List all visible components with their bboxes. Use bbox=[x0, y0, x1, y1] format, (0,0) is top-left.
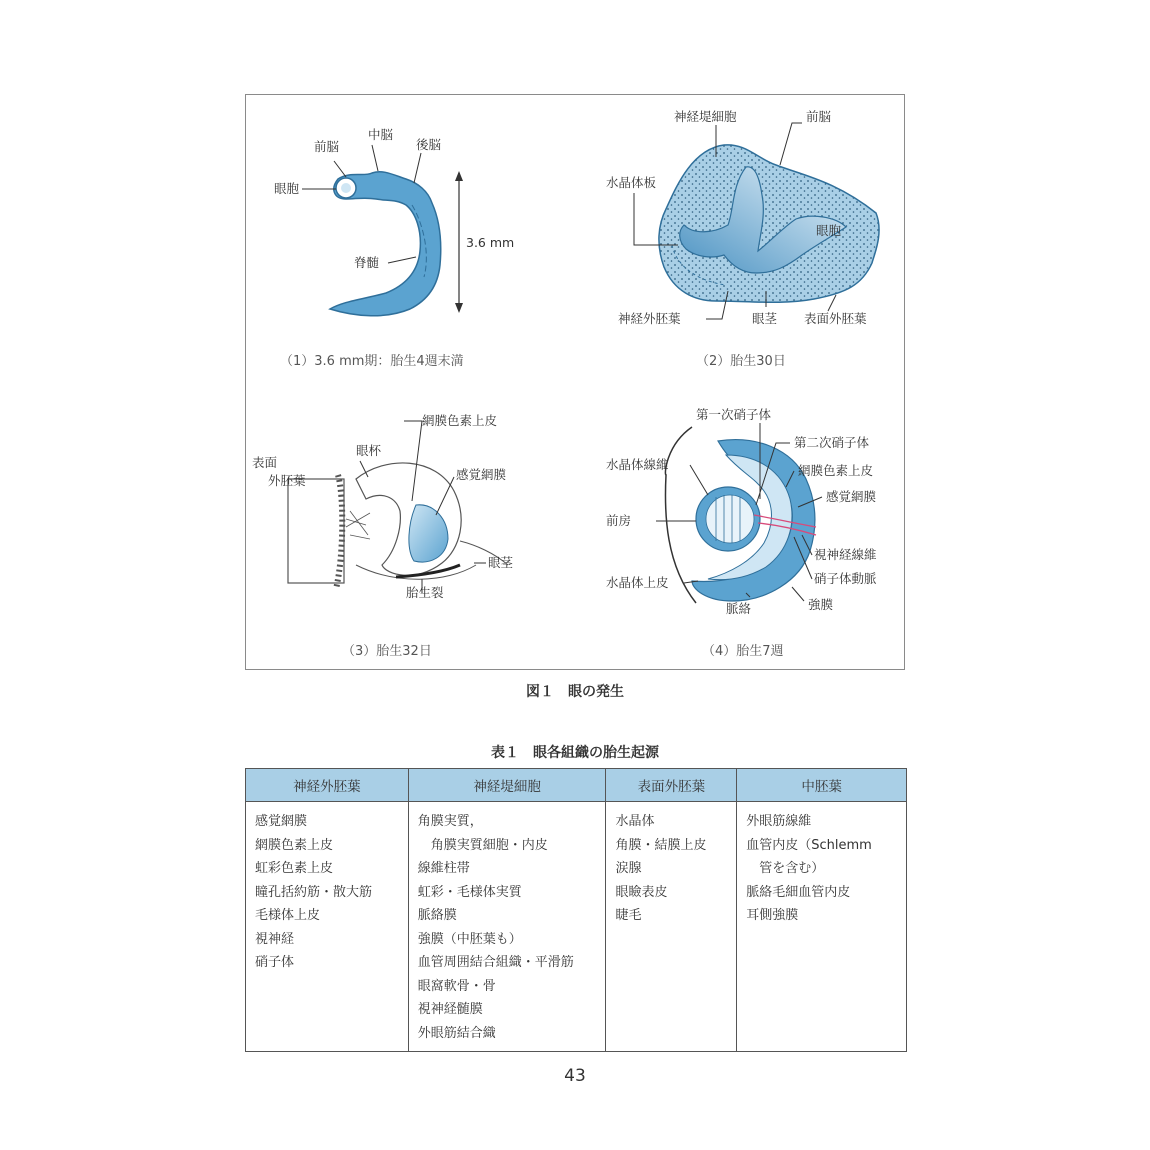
label-optic-vesicle: 眼胞 bbox=[274, 181, 300, 196]
label-primary-vitreous: 第一次硝子体 bbox=[696, 407, 772, 422]
label-neuroectoderm: 神経外胚葉 bbox=[618, 311, 681, 326]
list-item: 涙腺 bbox=[615, 861, 642, 876]
surface-ectoderm-block bbox=[288, 479, 344, 583]
label-anterior-chamber: 前房 bbox=[606, 513, 632, 528]
list-item: 角膜実質細胞・内皮 bbox=[417, 837, 548, 853]
list-item: 睫毛 bbox=[615, 908, 642, 923]
cell-mesoderm bbox=[737, 802, 907, 1052]
list-item: 網膜色素上皮 bbox=[255, 837, 334, 853]
label-neural-crest: 神経堤細胞 bbox=[674, 109, 737, 124]
label-optic-vesicle-2: 眼胞 bbox=[816, 223, 842, 238]
list-item: 線維柱帯 bbox=[417, 861, 470, 876]
label-sclera: 強膜 bbox=[808, 597, 834, 612]
list-item: 眼瞼表皮 bbox=[615, 884, 668, 900]
list-item: 血管周囲結合組織・平滑筋 bbox=[417, 955, 574, 970]
list-item: 脈絡膜 bbox=[417, 908, 457, 923]
list-item: 管を含む） bbox=[746, 861, 825, 876]
caption-panel-2: （2）胎生30日 bbox=[696, 354, 786, 369]
list-item: 強膜（中胚葉も） bbox=[417, 931, 522, 947]
label-lens-epithelium: 水晶体上皮 bbox=[606, 575, 669, 590]
label-optic-stalk-3: 眼茎 bbox=[488, 555, 514, 570]
table-row bbox=[246, 802, 907, 1052]
list-item: 血管内皮（Schlemm bbox=[746, 837, 872, 853]
label-sensory-retina: 感覚網膜 bbox=[456, 467, 507, 482]
header-surface-ectoderm: 表面外胚葉 bbox=[606, 769, 737, 802]
list-item: 脈絡毛細血管内皮 bbox=[746, 884, 851, 900]
label-surface-ectoderm: 表面外胚葉 bbox=[804, 311, 867, 326]
list-item: 感覚網膜 bbox=[255, 814, 308, 829]
eye-development-figure bbox=[246, 95, 906, 671]
label-choroid: 脈絡 bbox=[726, 601, 752, 616]
label-fissure: 胎生裂 bbox=[406, 585, 444, 600]
panel-embryo bbox=[274, 127, 514, 369]
list-item: 視神経髄膜 bbox=[417, 1002, 483, 1017]
list-item: 眼窩軟骨・骨 bbox=[417, 978, 496, 994]
list-item: 視神経 bbox=[255, 931, 295, 947]
list-item: 毛様体上皮 bbox=[255, 908, 321, 923]
label-secondary-vitreous: 第二次硝子体 bbox=[794, 435, 870, 450]
label-optic-nerve-fiber: 視神経線維 bbox=[814, 547, 877, 562]
list-item: 硝子体 bbox=[255, 955, 295, 970]
label-spinal-cord: 脊髄 bbox=[354, 255, 380, 270]
panel-7-weeks bbox=[606, 407, 877, 659]
label-optic-cup: 眼杯 bbox=[356, 443, 382, 458]
label-hyaloid-artery: 硝子体動脈 bbox=[814, 571, 877, 586]
header-neural-crest: 神経堤細胞 bbox=[408, 769, 606, 802]
table-title: 表１ 眼各組織の胎生起源 bbox=[491, 745, 659, 761]
label-surface-1: 表面 bbox=[252, 455, 278, 470]
list-item: 耳側強膜 bbox=[746, 908, 799, 923]
label-rpe-4: 網膜色素上皮 bbox=[798, 463, 874, 478]
caption-panel-1: （1）3.6 mm期：胎生4週末満 bbox=[280, 354, 464, 369]
figure-caption: 図１ 眼の発生 bbox=[526, 684, 624, 700]
embryonic-origin-table bbox=[245, 768, 907, 1052]
label-hindbrain: 後脳 bbox=[416, 137, 442, 152]
header-neuroectoderm: 神経外胚葉 bbox=[246, 769, 409, 802]
label-rpe: 網膜色素上皮 bbox=[422, 413, 498, 428]
list-item: 外眼筋結合織 bbox=[417, 1025, 496, 1041]
table-header-row bbox=[246, 769, 907, 802]
cell-surface-ectoderm bbox=[606, 802, 737, 1052]
label-lens-fiber: 水晶体線維 bbox=[606, 457, 669, 472]
list-item: 虹彩色素上皮 bbox=[255, 861, 334, 876]
label-midbrain: 中脳 bbox=[368, 127, 394, 142]
caption-panel-3: （3）胎生32日 bbox=[342, 644, 432, 659]
label-sensory-retina-4: 感覚網膜 bbox=[826, 489, 877, 504]
cell-neuroectoderm bbox=[246, 802, 409, 1052]
caption-panel-4: （4）胎生7週 bbox=[702, 644, 784, 659]
label-lens-plate: 水晶体板 bbox=[606, 175, 657, 190]
list-item: 虹彩・毛様体実質 bbox=[417, 884, 522, 900]
figure-frame bbox=[245, 94, 905, 670]
label-forebrain-2: 前脳 bbox=[806, 109, 832, 124]
list-item: 瞳孔括約筋・散大筋 bbox=[255, 884, 373, 900]
cell-neural-crest bbox=[408, 802, 606, 1052]
panel-32-days bbox=[252, 413, 515, 659]
list-item: 水晶体 bbox=[615, 814, 655, 829]
list-item: 角膜実質， bbox=[417, 814, 483, 829]
label-surface-2: 外胚葉 bbox=[268, 473, 306, 488]
label-length: 3.6 mm bbox=[466, 235, 515, 250]
header-mesoderm: 中胚葉 bbox=[737, 769, 907, 802]
page-number: 43 bbox=[564, 1066, 586, 1086]
label-forebrain: 前脳 bbox=[314, 139, 340, 154]
panel-30-days bbox=[606, 109, 879, 369]
list-item: 角膜・結膜上皮 bbox=[615, 837, 707, 853]
list-item: 外眼筋線維 bbox=[746, 814, 812, 829]
head-section-shape bbox=[659, 145, 879, 302]
label-optic-stalk: 眼茎 bbox=[752, 311, 778, 326]
optic-cup-shape bbox=[356, 463, 461, 575]
